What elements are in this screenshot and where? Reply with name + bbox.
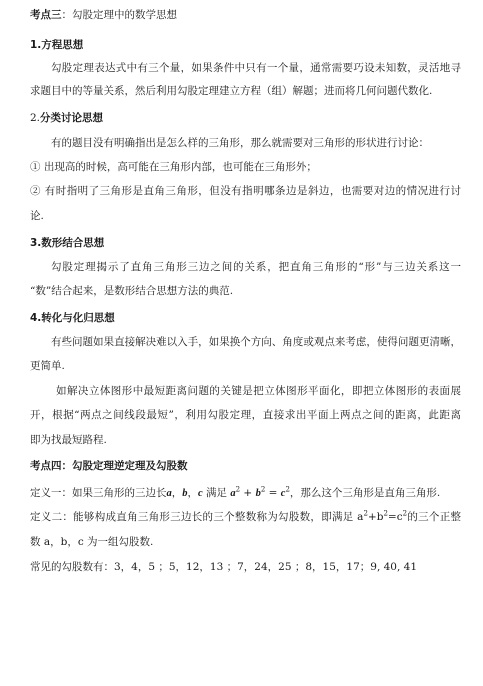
section3-heading bbox=[30, 8, 461, 23]
s4-paragraph-line2: 更简单. bbox=[30, 360, 65, 372]
formula-a: a bbox=[230, 488, 236, 499]
section4-heading: 考点四：勾股定理逆定理及勾股数 bbox=[30, 460, 188, 472]
s4-paragraph-line1: 有些问题如果直接解决难以入手，如果换个方向、角度或观点来考虑，使得问题更清晰， bbox=[51, 336, 461, 348]
formula-exp-c: 2 bbox=[285, 485, 290, 494]
s2-item2-line2: 论. bbox=[30, 210, 44, 222]
def1-var-a: a bbox=[166, 488, 172, 499]
def2-text-mid2: =c bbox=[387, 511, 403, 523]
def2-exp-c: 2 bbox=[402, 509, 408, 518]
s3-paragraph-line1: 勾股定理揭示了直角三角形三边之间的关系，把直角三角形的“形”与三边关系这一 bbox=[51, 261, 461, 273]
s2-heading bbox=[30, 111, 461, 126]
formula-b: b bbox=[255, 488, 261, 499]
def1-var-b: b bbox=[182, 488, 188, 499]
def2-text-post: 的三个正整 bbox=[407, 511, 461, 523]
s1-paragraph-line2: 求题目中的等量关系，然后利用勾股定理建立方程（组）解题；进而将几何问题代数化. bbox=[30, 85, 433, 97]
s4-paragraph-line4: 开，根据“两点之间线段最短”，利用勾股定理，直接求出平面上两点之间的距离，此距离 bbox=[30, 409, 461, 421]
s2-item1: ① 出现高的时候，高可能在三角形内部，也可能在三角形外； bbox=[30, 161, 317, 173]
def2-text-mid1: +b bbox=[367, 511, 384, 523]
s4-paragraph-line5: 即为找最短路程. bbox=[30, 434, 107, 446]
s4-heading: 4.转化与化归思想 bbox=[30, 312, 115, 324]
formula-exp-b: 2 bbox=[260, 485, 266, 494]
s2-heading-num: 2. bbox=[30, 112, 41, 124]
s3-heading: 3.数形结合思想 bbox=[30, 237, 105, 249]
def1-sep2: ， bbox=[187, 487, 198, 499]
s2-heading-text: 分类讨论思想 bbox=[40, 112, 104, 124]
formula-plus: + bbox=[240, 487, 256, 499]
def1-formula bbox=[230, 487, 290, 499]
def1-text-mid: 满足 bbox=[202, 487, 231, 499]
section3-title: ：勾股定理中的数学思想 bbox=[61, 9, 177, 21]
def1-sep1: ， bbox=[171, 487, 183, 499]
s3-paragraph-line2: “数”结合起来，是数形结合思想方法的典范. bbox=[30, 285, 234, 297]
def2-text-pre: 定义二：能够构成直角三角形三边长的三个整数称为勾股数，即满足 a bbox=[30, 511, 364, 523]
formula-exp-a: 2 bbox=[235, 485, 241, 494]
def2-exp-b: 2 bbox=[383, 509, 388, 518]
formula-c: c bbox=[280, 488, 286, 499]
section3-label: 考点三 bbox=[30, 9, 62, 21]
s2-paragraph-line1: 有的题目没有明确指出是怎么样的三角形，那么就需要对三角形的形状进行讨论： bbox=[51, 137, 429, 149]
s2-item2-line1: ② 有时指明了三角形是直角三角形，但没有指明哪条边是斜边，也需要对边的情况进行讨 bbox=[30, 185, 461, 197]
formula-equals: = bbox=[265, 487, 281, 499]
def1-var-c: c bbox=[198, 488, 203, 499]
definition-one bbox=[30, 486, 461, 501]
s1-paragraph-line1: 勾股定理表达式中有三个量，如果条件中只有一个量，通常需要巧设未知数，灵活地寻 bbox=[51, 62, 461, 74]
common-pythagorean-triples: 常见的勾股数有：3，4，5 ；5，12，13 ；7，24，25 ；8，15，17；9, 40, 41 bbox=[30, 561, 418, 573]
def2-exp-a: 2 bbox=[363, 509, 368, 518]
definition-two-line1 bbox=[30, 510, 461, 525]
def1-text-pre: 定义一：如果三角形的三边长 bbox=[30, 487, 167, 499]
s1-heading: 1.方程思想 bbox=[30, 39, 84, 51]
def1-text-post: ，那么这个三角形是直角三角形. bbox=[289, 487, 441, 499]
s4-paragraph-line3: 如解决立体图形中最短距离问题的关键是把立体图形平面化，即把立体图形的表面展 bbox=[56, 385, 461, 397]
definition-two-line2: 数 a，b，c 为一组勾股数. bbox=[30, 536, 154, 548]
